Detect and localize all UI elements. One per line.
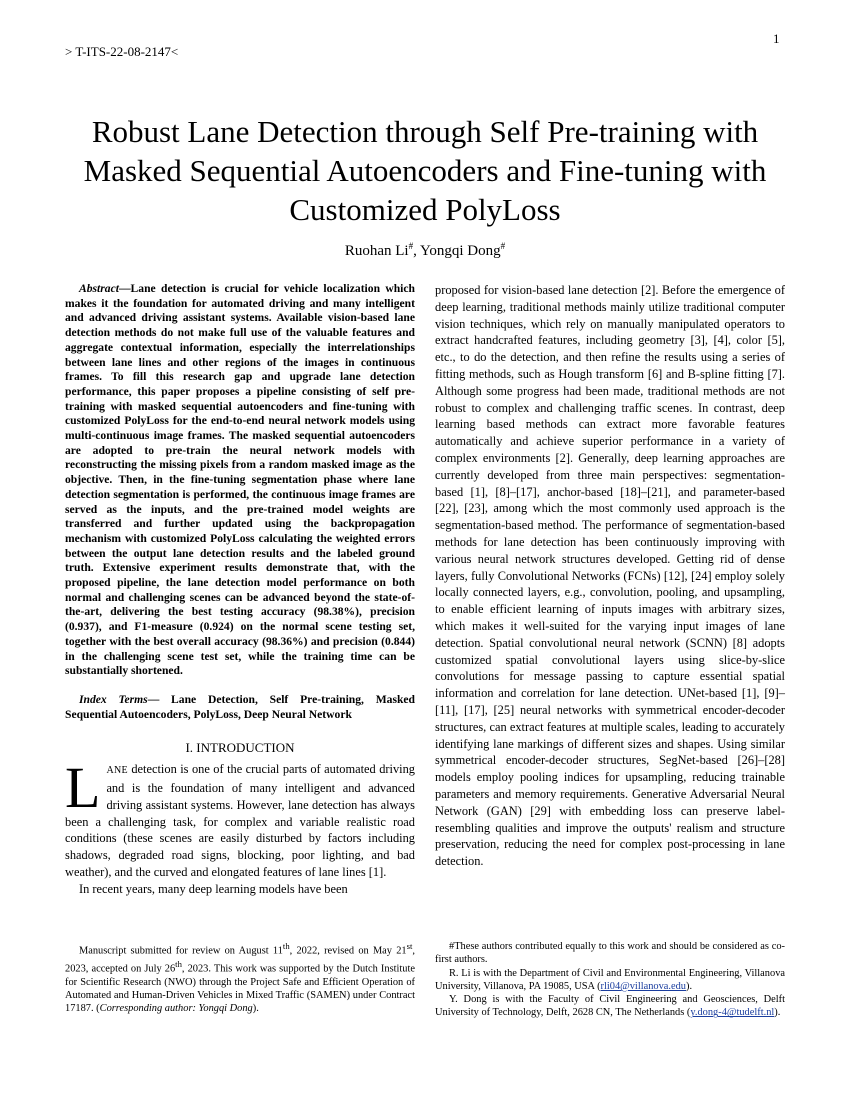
email-link[interactable]: y.dong-4@tudelft.nl — [690, 1007, 775, 1019]
index-terms-text: — Lane Detection, Self Pre-training, Masked Sequential Autoencoders, PolyLoss, Deep Neural Network — [65, 692, 415, 721]
intro-paragraph-text: detection is one of the crucial parts of automated driving and is the foundation of many intelligent and advanced driving assistant systems. However, lane detection has always been a challenging task, for complex and variable realistic road conditions (these scenes are easily disturbed by factors including shadows, degraded road signs, blocking, poor lighting, and bad weather), and the curved and elongated features of lane lines [1]. — [65, 762, 415, 879]
abstract-label: Abstract — [79, 282, 119, 295]
affiliation-text: Y. Dong is with the Faculty of Civil Engineering and Geosciences, Delft University of Technology, Delft, 2628 CN, The Netherlands ( — [435, 994, 785, 1019]
author-mark: # — [500, 241, 506, 251]
intro-paragraph-continued: proposed for vision-based lane detection [2]. Before the emergence of deep learning, traditional methods mainly utilize traditional computer vision techniques, which rely on manually manipulated operators to extract handcrafted features, including geometry [3], [4], color [5], etc., to do the detection, and then refine the results using a series of fitting methods, such as Hough transform [6] and B-spline fitting [7]. Although some progress had been made, traditional methods are not robust to complex and challenging traffic scenes. In contrast, deep learning based methods can extract more favorable features automatically and achieve superior performance in a variety of complex environments [2]. Generally, deep learning approaches are currently developed from three main perspectives: segmentation-based [1], [8]–[17], anchor-based [18]–[21], and parameter-based [22], [23], among which the most commonly used approach is the segmentation-based method. The performance of segmentation-based methods for lane detection has been continuously improving with various neural network structures developed. Getting rid of dense layers, fully Convolutional Networks (FCNs) [12], [24] employ solely locally connected layers, e.g., convolution, pooling, and upsampling, to enable efficient learning of inputs images with arbitrary sizes, which makes it well-suited for the varying input images of lane detection. Spatial convolutional neural network (SCNN) [8] adopts customized spatial convolutional layers using slice-by-slice convolutions for message passing to capture essential spatial information and correlation for lane detection. UNet-based [1], [9]–[11], [17], [25] neural networks with symmetrical encoder-decoder structures, can extract features at multiple scales, leading to accurately identifying lane markings of different sizes and shapes. Using similar symmetrical encoder-decoder structures, SegNet-based [26]–[28] models employ pooling indices for upsampling, reducing trainable parameters and memory requirements. Generative Adversarial Neural Network (GAN) [29] with embedding loss can preserve label-resembling qualities and improve the outputs' realism and structure preservation, reducing the need for complex post-processing in lane detection. — [435, 283, 785, 869]
affiliation-text: ). — [686, 980, 693, 992]
author-separator: , — [413, 243, 421, 259]
manuscript-id: > T-ITS-22-08-2147< — [65, 44, 179, 59]
footnote-sup: th — [282, 941, 290, 951]
section-heading: I. INTRODUCTION — [185, 740, 295, 756]
abstract-text: —Lane detection is crucial for vehicle localization which makes it the foundation for automated driving and many intelligent and advanced driving assistant systems. Available vision-based lane detection methods do not make full use of the valuable features and aggregate contextual information, especially the interrelationships between lane lines and other regions of the images in continuous frames. To fill this research gap and upgrade lane detection performance, this paper proposes a pipeline consisting of self pre-training with masked sequential autoencoders and fine-tuning with customized PolyLoss for the end-to-end neural network models using multi-continuous image frames. The masked sequential autoencoders are adopted to pre-train the neural network models with reconstructing the missing pixels from a random masked image as the objective. Then, in the fine-tuning segmentation phase where lane detection segmentation is performed, the continuous image frames are served as the inputs, and the pre-trained model weights are transferred and further updated using the backpropagation mechanism with customized PolyLoss calculating the weighted errors between the output lane detection results and the labeled ground truth. Extensive experiment results demonstrate that, with the proposed pipeline, the lane detection model performance on both normal and challenging scenes can be advanced beyond the state-of-the-art, delivering the best testing accuracy (98.38%), precision (0.937), and F1-measure (0.924) on the normal scene testing set, together with the best overall accuracy (98.36%) and precision (0.844) in the challenging scene test set, while the training time can be substantially shortened. — [65, 282, 415, 678]
index-terms-label: Index Terms — [79, 692, 148, 706]
footnote-text: ). — [252, 1003, 259, 1015]
author-name: Yongqi Dong — [420, 243, 501, 259]
drop-cap: L — [65, 755, 101, 821]
manuscript-footnote — [65, 940, 415, 1015]
footnote-text: Manuscript submitted for review on August 11 — [79, 945, 283, 957]
author-line — [40, 241, 810, 260]
right-column — [435, 282, 785, 870]
footnote-left — [65, 940, 415, 1015]
footnote-sup: st — [406, 941, 413, 951]
abstract — [65, 282, 415, 679]
corresponding-author: Corresponding author: Yongqi Dong — [99, 1003, 253, 1015]
footnote-sup: th — [175, 958, 182, 969]
small-caps-word: ANE — [106, 765, 128, 777]
paper-title: Robust Lane Detection through Self Pre-training with Masked Sequential Autoencoders and Fine-tuning with Customized PolyLoss — [83, 114, 767, 227]
co-first-note: #These authors contributed equally to this work and should be considered as co-first authors. — [435, 941, 785, 966]
index-terms — [65, 693, 415, 722]
author-mark: # — [408, 241, 414, 251]
intro-paragraph — [65, 755, 415, 881]
email-link[interactable]: rli04@villanova.edu — [600, 980, 687, 992]
footnote-text: , 2023. This work was supported by the Dutch Institute for Scientific Research (NWO) through the Project Safe and Efficient Operation of Automated and Human-Driven Vehicles in Mixed Traffic (SAMEN) under Contract 17187. ( — [65, 963, 415, 1015]
affiliation-dong — [435, 993, 785, 1020]
affiliation-text: ). — [774, 1007, 781, 1019]
footnote-text: , 2022, revised on May 21 — [289, 945, 407, 957]
left-column — [65, 282, 415, 898]
footnote-right — [435, 940, 785, 1020]
affiliation-li — [435, 967, 785, 994]
footnote-text: , 2023, accepted on July 26 — [65, 945, 415, 975]
intro-paragraph-2: In recent years, many deep learning models have been — [79, 881, 348, 896]
page-number: 1 — [773, 31, 780, 46]
author-name: Ruohan Li — [344, 243, 409, 259]
affiliation-text: R. Li is with the Department of Civil and Environmental Engineering, Villanova University, Villanova, PA 19085, USA ( — [435, 967, 785, 992]
